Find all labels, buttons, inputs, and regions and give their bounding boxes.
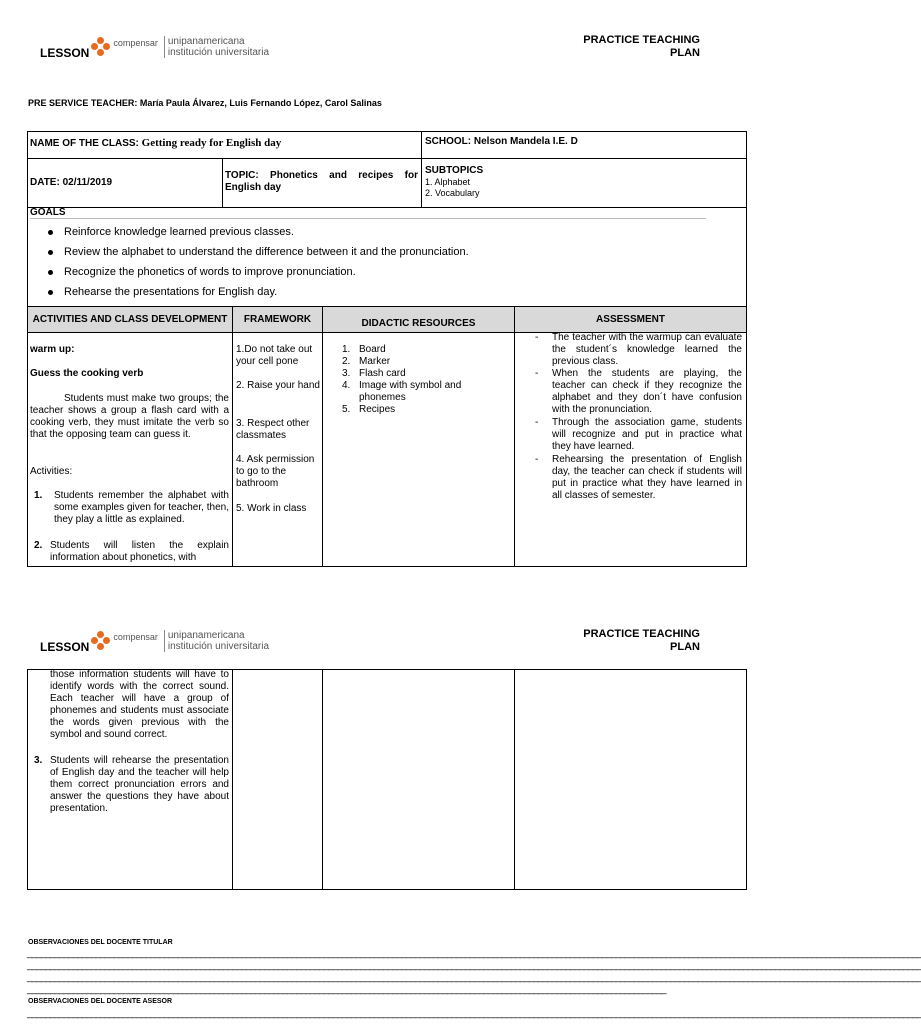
class-date: DATE: 02/11/2019: [30, 177, 113, 188]
plan-title-line-1: PRACTICE TEACHING: [583, 628, 700, 640]
plan-title: [583, 34, 700, 60]
class-name: Getting ready for English day: [141, 137, 282, 149]
observation-line: ____________________________________________________________________________________________________________________________________________________________________________________________________: [27, 948, 921, 959]
plan-title: [583, 628, 700, 654]
framework-item: 1.Do not take out your cell pone: [236, 344, 313, 367]
framework-item: 4. Ask permission to go to the bathroom: [236, 454, 315, 489]
subtopics-label: SUBTOPICS: [425, 165, 484, 176]
resource-item: Marker: [359, 356, 391, 367]
bullet-icon: [48, 290, 53, 295]
lesson-logo: [40, 628, 269, 654]
activity-number: 1.: [34, 490, 43, 501]
resource-number: 2.: [342, 356, 351, 367]
header-resources: DIDACTIC RESOURCES: [323, 307, 514, 332]
observations-asesor-label: OBSERVACIONES DEL DOCENTE ASESOR: [28, 998, 173, 1005]
resource-number: 3.: [342, 368, 351, 379]
university-line-1: unipanamericana: [167, 36, 245, 47]
plan-title-line-2: PLAN: [670, 641, 700, 653]
brand-name: compensar: [113, 632, 158, 642]
resource-item: Board: [359, 344, 386, 355]
goal-item: Reinforce knowledge learned previous classes.: [48, 226, 294, 238]
compensar-logo-icon: [91, 631, 111, 651]
bullet-icon: [48, 270, 53, 275]
assessment-item: Through the association game, students will recognize and put in practice what they have learned.: [552, 417, 742, 452]
activity-item-continued: those information students will have to identify words with the correct sound. Each teacher will have a group of phonemes and students must associate the words given previous with the symbol and sound correct.: [50, 669, 229, 740]
subtopic-item: 2. Vocabulary: [425, 188, 480, 198]
activity-number: 3.: [34, 755, 43, 766]
plan-title-line-1: PRACTICE TEACHING: [583, 34, 700, 46]
framework-item: 3. Respect other classmates: [236, 418, 310, 441]
brand-name: compensar: [113, 38, 158, 48]
assessment-item: The teacher with the warmup can evaluate the student´s knowledge learned the previous class.: [552, 332, 742, 367]
class-label: NAME OF THE CLASS:: [30, 138, 139, 149]
goal-item: Recognize the phonetics of words to improve pronunciation.: [48, 266, 356, 278]
school-name: SCHOOL: Nelson Mandela I.E. D: [425, 136, 578, 147]
lesson-label: LESSON: [40, 46, 90, 60]
resource-item: Flash card: [359, 368, 406, 379]
university-line-2: institución universitaria: [167, 641, 270, 652]
resource-number: 1.: [342, 344, 351, 355]
assessment-item: Rehearsing the presentation of English day, the teacher can check if students will put in practice what they have learned in all classes of semester.: [552, 454, 742, 501]
lesson-label: LESSON: [40, 640, 90, 654]
observation-line: ____________________________________________________________________________________________________________________________________________________________________________________________________: [27, 1008, 921, 1019]
class-topic: TOPIC: Phonetics and recipes for English day: [225, 170, 418, 193]
observation-line: ____________________________________________________________________________________________________________________________________________: [27, 984, 666, 995]
activity-item: Students remember the alphabet with some examples given for teacher, then, they play a little as explained.: [54, 490, 229, 525]
resource-item: Recipes: [359, 404, 396, 415]
activity-item: Students will listen the explain information about phonetics, with: [50, 540, 229, 563]
goal-item: Review the alphabet to understand the difference between it and the pronunciation.: [48, 246, 469, 258]
framework-item: 5. Work in class: [236, 503, 307, 514]
university-name: [168, 36, 269, 58]
observation-line: ____________________________________________________________________________________________________________________________________________________________________________________________________: [27, 972, 921, 983]
goals-label: GOALS: [30, 207, 66, 218]
warmup-label: warm up:: [30, 344, 75, 355]
activities-label: Activities:: [30, 466, 73, 477]
university-line-2: institución universitaria: [167, 47, 270, 58]
university-line-1: unipanamericana: [167, 630, 245, 641]
resource-item: Image with symbol and phonemes: [359, 380, 462, 403]
resource-number: 5.: [342, 404, 351, 415]
bullet-icon: [48, 230, 53, 235]
brand-divider: [164, 630, 165, 652]
compensar-logo-icon: [91, 37, 111, 57]
observations-titular-label: OBSERVACIONES DEL DOCENTE TITULAR: [28, 939, 173, 946]
lesson-logo: [40, 34, 269, 60]
university-name: [168, 630, 269, 652]
pre-service-teacher: PRE SERVICE TEACHER: María Paula Álvarez, Luis Fernando López, Carol Salinas: [28, 98, 382, 108]
class-name-row: [30, 137, 281, 150]
plan-title-line-2: PLAN: [670, 47, 700, 59]
resource-number: 4.: [342, 380, 351, 391]
header-framework: FRAMEWORK: [233, 307, 322, 332]
observation-line: ____________________________________________________________________________________________________________________________________________________________________________________________________: [27, 960, 921, 971]
warmup-title: Guess the cooking verb: [30, 368, 144, 379]
header-assessment: ASSESSMENT: [515, 307, 746, 332]
activity-number: 2.: [34, 540, 43, 551]
warmup-description: Students must make two groups; the teacher shows a group a flash card with a cooking verb, they must imitate the verb so that the opposing team can guess it.: [30, 393, 229, 440]
goal-item: Rehearse the presentations for English day.: [48, 286, 277, 298]
framework-item: 2. Raise your hand: [236, 380, 320, 391]
activity-item: Students will rehearse the presentation of English day and the teacher will help them correct pronunciation errors and answer the questions they have about presentation.: [50, 755, 229, 814]
header-activities: ACTIVITIES AND CLASS DEVELOPMENT: [28, 307, 232, 332]
bullet-icon: [48, 250, 53, 255]
subtopic-item: 1. Alphabet: [425, 177, 471, 187]
assessment-item: When the students are playing, the teacher can check if they recognize the alphabet and they don´t have confusion with the pronunciation.: [552, 368, 742, 415]
brand-divider: [164, 36, 165, 58]
